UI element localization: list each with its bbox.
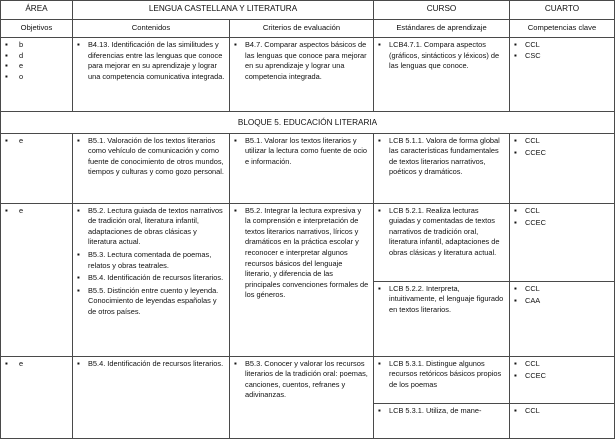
column-header: Competencias clave (510, 20, 615, 38)
column-header: Contenidos (73, 20, 230, 38)
list-item: ▪ B5.2. Integrar la lectura expresiva y la comprensión e interpretación de textos literarios narrativos, líricos y dramáticos en la práctica escolar y reconocer e interpretar algunos recursos básicos del lenguaje literario, y diferencia de las principales convenciones formales de los géneros. (234, 206, 369, 301)
list-item: ▪ d (5, 51, 68, 62)
list-item: ▪ LCB 5.2.2. Interpreta, intuitivamente, el lenguaje figurado en textos literarios. (378, 284, 505, 316)
list-item: ▪ CCL (514, 284, 610, 295)
list-item: ▪ CCEC (514, 371, 610, 382)
list-item: ▪ CCL (514, 359, 610, 370)
course-label: CURSO (374, 1, 510, 20)
list-item: ▪ CAA (514, 296, 610, 307)
criteria-cell (230, 38, 374, 112)
objectives-cell (1, 203, 73, 356)
list-item: ▪ e (5, 206, 68, 217)
list-item: ▪ LCB 5.1.1. Valora de forma global las características fundamentales de textos literarios narrativos, poéticos y dramáticos. (378, 136, 505, 178)
table-row (1, 38, 615, 112)
competences-cell (510, 356, 615, 438)
list-item: ▪ CCEC (514, 148, 610, 159)
competences-cell (510, 38, 615, 112)
column-header: Criterios de evaluación (230, 20, 374, 38)
standards-cell (374, 356, 510, 438)
list-item: ▪ B4.13. Identificación de las similitudes y diferencias entre las lenguas que conoce para mejorar en su aprendizaje y lograr una competencia comunicativa integrada. (77, 40, 225, 82)
list-item: ▪ LCB 5.3.1. Distingue algunos recursos retóricos básicos propios de los poemas (378, 359, 505, 391)
subject-title: LENGUA CASTELLANA Y LITERATURA (73, 1, 374, 20)
competence-segment (510, 281, 614, 309)
criteria-cell (230, 203, 374, 356)
list-item: ▪ B5.1. Valoración de los textos literarios como vehículo de comunicación y como fuente de conocimiento de otros mundos, tiempos y culturas y como gozo personal. (77, 136, 225, 178)
column-header: Objetivos (1, 20, 73, 38)
block-title: BLOQUE 5. EDUCACIÓN LITERARIA (1, 112, 615, 134)
list-item: ▪ B5.2. Lectura guiada de textos narrativos de tradición oral, literatura infantil, adaptaciones de obras clásicas y literatura actual. (77, 206, 225, 248)
objectives-cell (1, 133, 73, 203)
area-label: ÁREA (1, 1, 73, 20)
column-header-row (1, 20, 615, 38)
list-item: ▪ b (5, 40, 68, 51)
list-item: ▪ LCB 5.3.1. Utiliza, de mane- (378, 406, 505, 417)
course-value: CUARTO (510, 1, 615, 20)
header-row (1, 1, 615, 20)
standard-segment (374, 204, 509, 281)
standards-cell (374, 38, 510, 112)
list-item: ▪ CCEC (514, 218, 610, 229)
list-item: ▪ B5.3. Conocer y valorar los recursos literarios de la tradición oral: poemas, canciones, cuentos, refranes y adivinanzas. (234, 359, 369, 401)
content-cell (73, 203, 230, 356)
content-cell (73, 38, 230, 112)
standard-segment (374, 403, 509, 419)
content-cell (73, 133, 230, 203)
list-item: ▪ LCB4.7.1. Compara aspectos (gráficos, sintácticos y léxicos) de las lenguas que conoce. (378, 40, 505, 72)
standard-segment (374, 281, 509, 318)
list-item: ▪ B5.1. Valorar los textos literarios y utilizar la lectura como fuente de ocio e información. (234, 136, 369, 168)
table-row (1, 203, 615, 356)
list-item: ▪ B5.5. Distinción entre cuento y leyenda. Conocimiento de leyendas españolas y de otros países. (77, 286, 225, 318)
list-item: ▪ CCL (514, 136, 610, 147)
column-header: Estándares de aprendizaje (374, 20, 510, 38)
table-row (1, 356, 615, 438)
list-item: ▪ LCB 5.2.1. Realiza lecturas guiadas y comentadas de textos narrativos de tradición oral, literatura infantil, adaptaciones de obras clásicas y literatura actual. (378, 206, 505, 259)
list-item: ▪ CCL (514, 40, 610, 51)
list-item: ▪ CSC (514, 51, 610, 62)
list-item: ▪ B5.3. Lectura comentada de poemas, relatos y obras teatrales. (77, 250, 225, 271)
list-item: ▪ B5.4. Identificación de recursos literarios. (77, 359, 225, 370)
list-item: ▪ B4.7. Comparar aspectos básicos de las lenguas que conoce para mejorar en su aprendizaje y lograr una competencia integrada. (234, 40, 369, 82)
criteria-cell (230, 133, 374, 203)
content-cell (73, 356, 230, 438)
block-title-row (1, 112, 615, 134)
competences-cell (510, 133, 615, 203)
standards-cell (374, 203, 510, 356)
competence-segment (510, 357, 614, 403)
list-item: ▪ e (5, 359, 68, 370)
list-item: ▪ CCL (514, 206, 610, 217)
list-item: ▪ e (5, 61, 68, 72)
list-item: ▪ CCL (514, 406, 610, 417)
objectives-cell (1, 356, 73, 438)
list-item: ▪ e (5, 136, 68, 147)
standard-segment (374, 357, 509, 403)
table-row (1, 133, 615, 203)
objectives-cell (1, 38, 73, 112)
competence-segment (510, 204, 614, 281)
list-item: ▪ B5.4. Identificación de recursos literarios. (77, 273, 225, 284)
standards-cell (374, 133, 510, 203)
list-item: ▪ o (5, 72, 68, 83)
competences-cell (510, 203, 615, 356)
criteria-cell (230, 356, 374, 438)
competence-segment (510, 403, 614, 419)
